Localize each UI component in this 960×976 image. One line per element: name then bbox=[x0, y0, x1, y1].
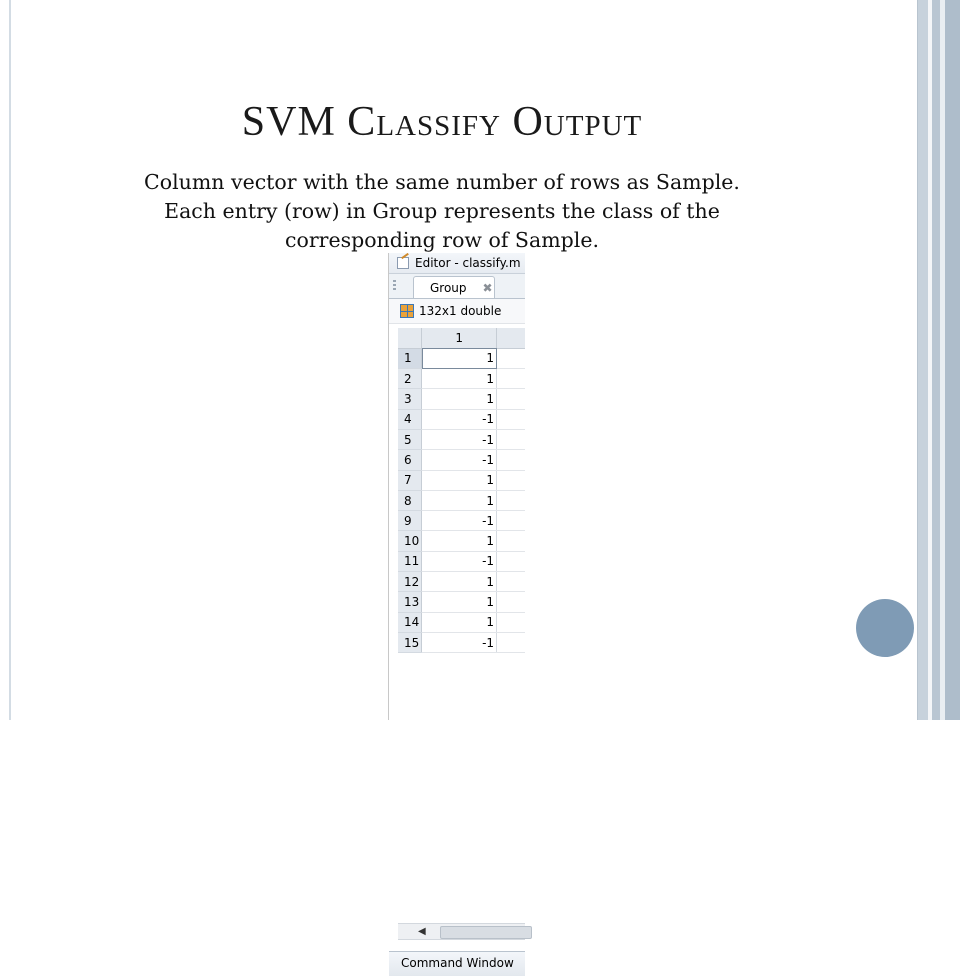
cell-empty[interactable] bbox=[497, 632, 525, 652]
cell-value[interactable]: -1 bbox=[422, 551, 497, 571]
row-header[interactable]: 3 bbox=[398, 389, 422, 409]
table-row bbox=[398, 551, 525, 571]
row-header[interactable]: 5 bbox=[398, 429, 422, 449]
cell-empty[interactable] bbox=[497, 429, 525, 449]
editor-file-icon bbox=[397, 257, 409, 269]
close-icon[interactable]: ✖ bbox=[482, 280, 493, 295]
table-row bbox=[398, 369, 525, 389]
column-header-empty[interactable] bbox=[497, 328, 525, 348]
table-row bbox=[398, 450, 525, 470]
row-header[interactable]: 7 bbox=[398, 470, 422, 490]
column-header[interactable]: 1 bbox=[422, 328, 497, 348]
row-header[interactable]: 1 bbox=[398, 348, 422, 368]
cell-value[interactable]: 1 bbox=[422, 612, 497, 632]
decorative-circle bbox=[856, 599, 914, 657]
cell-value[interactable]: -1 bbox=[422, 409, 497, 429]
cell-empty[interactable] bbox=[497, 531, 525, 551]
variable-size-type: 132x1 double bbox=[419, 304, 502, 318]
cell-empty[interactable] bbox=[497, 389, 525, 409]
cell-value[interactable]: -1 bbox=[422, 450, 497, 470]
scroll-left-icon[interactable]: ◀ bbox=[418, 926, 426, 937]
table-row bbox=[398, 572, 525, 592]
slide-description: Column vector with the same number of rows as Sample. Each entry (row) in Group represents the class of the corresponding row of Sample. bbox=[144, 170, 740, 252]
row-header[interactable]: 6 bbox=[398, 450, 422, 470]
variable-info-bar bbox=[389, 299, 525, 324]
cell-value[interactable]: 1 bbox=[422, 531, 497, 551]
table-row bbox=[398, 348, 525, 368]
tab-group-label: Group bbox=[430, 280, 467, 295]
row-header[interactable]: 14 bbox=[398, 612, 422, 632]
row-header[interactable]: 4 bbox=[398, 409, 422, 429]
table-row bbox=[398, 511, 525, 531]
cell-empty[interactable] bbox=[497, 490, 525, 510]
table-row bbox=[398, 592, 525, 612]
cell-empty[interactable] bbox=[497, 369, 525, 389]
cell-value[interactable]: 1 bbox=[422, 592, 497, 612]
cell-value[interactable]: 1 bbox=[422, 369, 497, 389]
right-decor-stripe bbox=[918, 0, 928, 720]
cell-empty[interactable] bbox=[497, 470, 525, 490]
row-header[interactable]: 12 bbox=[398, 572, 422, 592]
cell-empty[interactable] bbox=[497, 612, 525, 632]
cell-value[interactable]: 1 bbox=[422, 572, 497, 592]
row-header[interactable]: 15 bbox=[398, 632, 422, 652]
right-decor-stripe bbox=[932, 0, 940, 720]
grid-corner[interactable] bbox=[398, 328, 422, 348]
editor-titlebar[interactable] bbox=[389, 253, 525, 274]
table-row bbox=[398, 470, 525, 490]
table-row bbox=[398, 632, 525, 652]
table-row bbox=[398, 612, 525, 632]
command-window-tab[interactable] bbox=[389, 951, 525, 976]
table-row bbox=[398, 389, 525, 409]
cell-value[interactable]: 1 bbox=[422, 490, 497, 510]
row-header[interactable]: 9 bbox=[398, 511, 422, 531]
cell-value[interactable]: -1 bbox=[422, 511, 497, 531]
variable-tab-bar bbox=[389, 274, 525, 299]
cell-empty[interactable] bbox=[497, 572, 525, 592]
tab-group[interactable] bbox=[413, 276, 495, 298]
editor-title-text: Editor - classify.m bbox=[415, 256, 521, 270]
cell-value[interactable]: 1 bbox=[422, 348, 497, 368]
scroll-thumb[interactable] bbox=[440, 926, 532, 939]
drag-grip-icon[interactable] bbox=[393, 280, 396, 292]
horizontal-scrollbar[interactable] bbox=[398, 923, 525, 940]
variable-grid bbox=[398, 328, 525, 653]
row-header[interactable]: 10 bbox=[398, 531, 422, 551]
right-decor-stripe bbox=[945, 0, 960, 720]
table-row bbox=[398, 531, 525, 551]
cell-empty[interactable] bbox=[497, 409, 525, 429]
table-row bbox=[398, 429, 525, 449]
row-header[interactable]: 8 bbox=[398, 490, 422, 510]
cell-value[interactable]: -1 bbox=[422, 632, 497, 652]
row-header[interactable]: 2 bbox=[398, 369, 422, 389]
slide-title: SVM Classify Output bbox=[241, 99, 643, 145]
grid-icon bbox=[400, 304, 414, 318]
cell-value[interactable]: -1 bbox=[422, 429, 497, 449]
cell-value[interactable]: 1 bbox=[422, 389, 497, 409]
cell-empty[interactable] bbox=[497, 592, 525, 612]
row-header[interactable]: 13 bbox=[398, 592, 422, 612]
matlab-variable-editor bbox=[388, 253, 525, 970]
cell-empty[interactable] bbox=[497, 511, 525, 531]
command-window-label: Command Window bbox=[401, 956, 514, 970]
row-header[interactable]: 11 bbox=[398, 551, 422, 571]
cell-empty[interactable] bbox=[497, 348, 525, 368]
cell-value[interactable]: 1 bbox=[422, 470, 497, 490]
table-row bbox=[398, 409, 525, 429]
cell-empty[interactable] bbox=[497, 551, 525, 571]
table-row bbox=[398, 490, 525, 510]
cell-empty[interactable] bbox=[497, 450, 525, 470]
